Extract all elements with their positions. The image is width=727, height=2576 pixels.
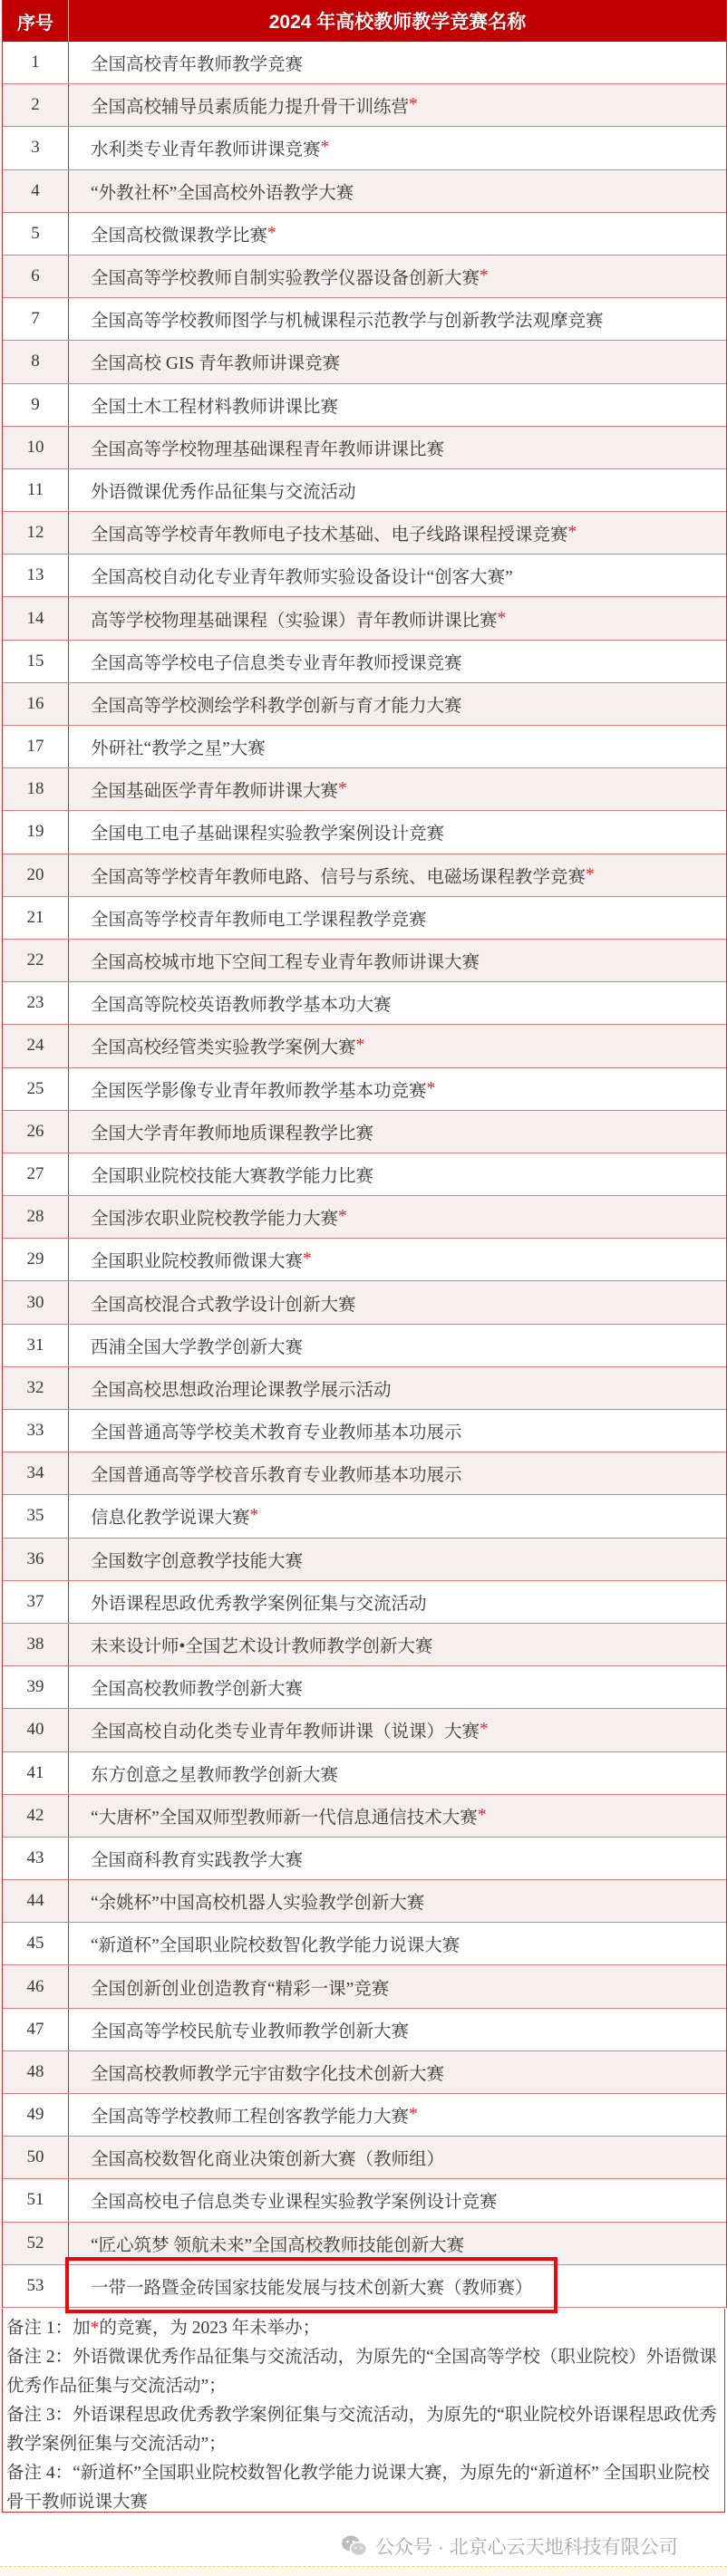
competition-name: 全国高校教师教学创新大赛 [91,1680,304,1700]
not-held-marker: * [409,2105,418,2125]
row-name-cell [69,1325,726,1366]
competition-name: “匠心筑梦 领航未来”全国高校教师技能创新大赛 [91,2235,465,2255]
row-number: 23 [3,982,69,1024]
row-name-cell [69,1111,726,1153]
row-number: 42 [3,1795,69,1837]
not-held-marker: * [355,1036,365,1056]
row-number: 39 [3,1666,69,1708]
row-name-cell [69,2179,726,2221]
row-name-cell [69,1410,726,1452]
table-row [3,940,726,982]
row-number: 1 [3,42,69,83]
table-row [3,1795,726,1838]
table-row [3,1666,726,1709]
table-row [3,811,726,854]
row-name-cell [69,213,726,255]
table-row [3,1196,726,1239]
table-row [3,127,726,169]
competition-name: 全国职业院校技能大赛教学能力比赛 [91,1166,374,1186]
row-number: 17 [3,726,69,767]
row-name-cell [69,170,726,212]
competition-name: 全国商科教育实践教学大赛 [91,1850,304,1870]
row-name-cell [69,768,726,810]
row-number: 18 [3,768,69,810]
note-1 [6,2314,721,2343]
row-number: 14 [3,597,69,639]
table-row [3,2009,726,2051]
row-number: 33 [3,1410,69,1452]
row-name-cell [69,1367,726,1409]
competition-name: 全国普通高等学校音乐教育专业教师基本功展示 [91,1466,462,1486]
row-name-cell [69,1923,726,1964]
competition-name: 外研社“教学之星”大赛 [91,739,266,759]
watermark-text: 公众号 · 北京心云天地科技有限公司 [375,2537,678,2558]
row-number: 50 [3,2137,69,2178]
table-row [3,641,726,683]
row-name-cell [69,1196,726,1238]
row-name-cell [69,1281,726,1323]
competition-name: 全国高校思想政治理论课教学展示活动 [91,1380,392,1400]
competition-name: 未来设计师•全国艺术设计教师教学创新大赛 [91,1637,433,1657]
row-name-cell [69,2094,726,2136]
note-4: 备注 4：“新道杯”全国职业院校数智化教学能力说课大赛，为原先的“新道杯” 全国职业院校骨干教师说课大赛 [6,2464,710,2512]
table-row [3,1325,726,1367]
not-held-marker: * [477,1805,487,1825]
competition-name: “大唐杯”全国双师型教师新一代信息通信技术大赛 [91,1808,478,1828]
row-name-cell [69,512,726,554]
table-row [3,1452,726,1495]
competition-name: “余姚杯”中国高校机器人实验教学创新大赛 [91,1894,425,1914]
row-name-cell [69,940,726,981]
table-row [3,84,726,127]
table-row [3,384,726,427]
competition-name: 全国数字创意教学技能大赛 [91,1551,304,1571]
table-row [3,2094,726,2137]
row-name-cell [69,1624,726,1665]
row-number: 30 [3,1281,69,1323]
row-name-cell [69,1880,726,1922]
not-held-marker: * [586,864,595,884]
table-row [3,170,726,213]
competition-table [2,0,727,2308]
row-name-cell [69,127,726,169]
competition-name: 水利类专业青年教师讲课竞赛 [91,140,321,160]
competition-name: 全国高等院校英语教师教学基本功大赛 [91,996,392,1016]
row-name-cell [69,1068,726,1110]
competition-name: 全国高校自动化专业青年教师实验设备设计“创客大赛” [91,568,513,588]
row-name-cell [69,1025,726,1066]
row-name-cell [69,2137,726,2178]
row-name-cell [69,341,726,382]
row-name-cell [69,982,726,1024]
row-name-cell [69,427,726,468]
table-row [3,1281,726,1324]
row-name-cell [69,256,726,297]
competition-name: 全国电工电子基础课程实验教学案例设计竞赛 [91,825,445,844]
competition-name: “新道杯”全国职业院校数智化教学能力说课大赛 [91,1936,460,1956]
table-row [3,2179,726,2222]
competition-name: 全国土木工程材料教师讲课比赛 [91,397,339,417]
not-held-marker: * [497,608,507,628]
highlight-box [65,2257,557,2313]
competition-name: 东方创意之星教师教学创新大赛 [91,1765,339,1785]
table-row [3,1410,726,1452]
row-name-cell [69,2051,726,2093]
competition-name: 全国高校电子信息类专业课程实验教学案例设计竞赛 [91,2193,498,2213]
not-held-marker: * [480,266,489,286]
row-name-cell [69,1153,726,1195]
table-row [3,1624,726,1666]
table-row [3,2051,726,2094]
table-row [3,1025,726,1067]
not-held-marker: * [426,1078,436,1098]
footer-bar [0,2566,727,2576]
row-number: 7 [3,298,69,340]
note-3: 备注 3：外语课程思政优秀教学案例征集与交流活动，为原先的“职业院校外语课程思政优秀教学案例征集与交流活动”； [6,2406,717,2454]
competition-name: 全国高校微课教学比赛 [91,226,268,246]
table-row [3,469,726,512]
row-name-cell [69,1495,726,1537]
row-name-cell [69,298,726,340]
competition-name: 外语课程思政优秀教学案例征集与交流活动 [91,1594,427,1614]
table-row [3,597,726,640]
row-name-cell [69,1752,726,1794]
row-number: 47 [3,2009,69,2050]
note-1-star: * [90,2319,100,2338]
table-row [3,256,726,298]
not-held-marker: * [320,138,330,158]
row-number: 43 [3,1838,69,1879]
row-number: 31 [3,1325,69,1366]
row-number: 37 [3,1581,69,1623]
row-name-cell [69,1239,726,1280]
table-row [3,1153,726,1196]
table-row [3,298,726,341]
row-number: 46 [3,1965,69,2007]
row-number: 21 [3,897,69,939]
competition-name: 全国高校青年教师教学竞赛 [91,55,304,75]
row-number: 36 [3,1539,69,1580]
not-held-marker: * [338,1207,347,1227]
not-held-marker: * [480,1720,489,1740]
table-row [3,726,726,768]
competition-name: 信息化教学说课大赛 [91,1509,250,1529]
competition-name: 全国高等学校测绘学科教学创新与育才能力大赛 [91,696,462,716]
row-number: 15 [3,641,69,682]
table-row [3,2137,726,2179]
table-row [3,1495,726,1538]
competition-name: 全国高等学校青年教师电路、信号与系统、电磁场课程教学竞赛 [91,867,586,887]
competition-name: 全国高校教师教学元宇宙数字化技术创新大赛 [91,2064,445,2084]
row-name-cell [69,555,726,596]
competition-name: 全国高校 GIS 青年教师讲课竞赛 [91,354,341,374]
not-held-marker: * [303,1249,312,1269]
row-name-cell [69,726,726,767]
row-number: 12 [3,512,69,554]
table-row [3,1965,726,2008]
row-name-cell [69,597,726,639]
row-name-cell [69,1452,726,1494]
row-number: 44 [3,1880,69,1922]
competition-name: 外语微课优秀作品征集与交流活动 [91,482,356,502]
competition-name: 全国高校数智化商业决策创新大赛（教师组） [91,2150,445,2170]
row-number: 34 [3,1452,69,1494]
table-row [3,1581,726,1624]
row-number: 24 [3,1025,69,1066]
competition-name: 全国高等学校教师自制实验教学仪器设备创新大赛 [91,269,480,289]
competition-name: 一带一路暨金砖国家技能发展与技术创新大赛（教师赛） [91,2278,533,2298]
row-number: 52 [3,2223,69,2264]
row-number: 32 [3,1367,69,1409]
row-number: 22 [3,940,69,981]
row-number: 35 [3,1495,69,1537]
row-number: 9 [3,384,69,426]
row-number: 38 [3,1624,69,1665]
watermark [341,2533,678,2560]
row-name-cell [69,1539,726,1580]
row-number: 27 [3,1153,69,1195]
not-held-marker: * [409,95,418,115]
row-number: 53 [3,2265,69,2307]
note-1-prefix: 备注 1：加 [6,2319,91,2338]
row-name-cell [69,1965,726,2007]
competition-name: 全国职业院校教师微课大赛 [91,1252,304,1272]
header-title: 2024 年高校教师教学竞赛名称 [268,12,527,33]
row-name-cell [69,854,726,896]
row-number: 40 [3,1709,69,1751]
row-number: 48 [3,2051,69,2093]
row-name-cell [69,1795,726,1837]
table-header [3,0,726,42]
row-name-cell [69,2009,726,2050]
table-row [3,555,726,597]
competition-name: 全国高等学校教师工程创客教学能力大赛 [91,2108,410,2127]
table-row [3,768,726,811]
wechat-icon [341,2534,368,2558]
table-row [3,427,726,469]
competition-name: 全国涉农职业院校教学能力大赛 [91,1210,339,1230]
row-name-cell [69,1666,726,1708]
competition-name: 全国普通高等学校美术教育专业教师基本功展示 [91,1423,462,1443]
competition-name: 全国高校城市地下空间工程专业青年教师讲课大赛 [91,953,480,973]
competition-name: 全国高校混合式教学设计创新大赛 [91,1295,356,1315]
row-number: 45 [3,1923,69,1964]
table-body [3,42,726,2308]
table-row [3,1880,726,1923]
table-row [3,1838,726,1880]
competition-name: “外教社杯”全国高校外语教学大赛 [91,183,354,203]
row-number: 49 [3,2094,69,2136]
competition-name: 全国高等学校电子信息类专业青年教师授课竞赛 [91,653,462,673]
not-held-marker: * [567,523,577,543]
row-number: 13 [3,555,69,596]
competition-name: 全国创新创业创造教育“精彩一课”竞赛 [91,1979,390,1999]
notes [2,2309,725,2513]
competition-name: 全国高等学校青年教师电工学课程教学竞赛 [91,910,427,930]
row-number: 26 [3,1111,69,1153]
row-name-cell [69,811,726,853]
not-held-marker: * [338,779,347,799]
table-row [3,213,726,256]
row-name-cell [69,1581,726,1623]
table-row [3,1068,726,1111]
row-number: 19 [3,811,69,853]
table-row [3,341,726,383]
header-number: 序号 [3,0,69,42]
row-number: 8 [3,341,69,382]
row-name-cell [69,641,726,682]
competition-name: 全国高校自动化类专业青年教师讲课（说课）大赛 [91,1722,480,1742]
row-number: 25 [3,1068,69,1110]
competition-name: 全国高等学校物理基础课程青年教师讲课比赛 [91,439,445,459]
competition-name: 西浦全国大学教学创新大赛 [91,1337,304,1357]
row-number: 41 [3,1752,69,1794]
table-row [3,1923,726,1965]
table-row [3,512,726,555]
row-number: 10 [3,427,69,468]
row-name-cell [69,683,726,725]
competition-name: 全国高校经管类实验教学案例大赛 [91,1038,356,1058]
row-number: 29 [3,1239,69,1280]
competition-name: 全国基础医学青年教师讲课大赛 [91,782,339,802]
row-number: 2 [3,84,69,126]
table-row [3,1367,726,1410]
table-row [3,1539,726,1581]
table-row [3,1752,726,1795]
competition-name: 全国高等学校教师图学与机械课程示范教学与创新教学法观摩竞赛 [91,312,604,332]
row-number: 28 [3,1196,69,1238]
competition-name: 全国高等学校青年教师电子技术基础、电子线路课程授课竞赛 [91,526,568,545]
row-number: 5 [3,213,69,255]
table-row [3,42,726,84]
not-held-marker: * [267,223,276,243]
row-name-cell [69,84,726,126]
not-held-marker: * [249,1506,259,1526]
row-number: 4 [3,170,69,212]
competition-name: 高等学校物理基础课程（实验课）青年教师讲课比赛 [91,611,498,631]
row-number: 3 [3,127,69,169]
row-number: 51 [3,2179,69,2221]
row-name-cell [69,42,726,83]
competition-name: 全国医学影像专业青年教师教学基本功竞赛 [91,1081,427,1101]
table-row [3,1709,726,1751]
table-row [3,897,726,940]
row-name-cell [69,897,726,939]
row-name-cell [69,384,726,426]
row-number: 16 [3,683,69,725]
table-row [3,1239,726,1281]
row-number: 6 [3,256,69,297]
competition-name: 全国大学青年教师地质课程教学比赛 [91,1124,374,1143]
table-row [3,1111,726,1153]
table-row [3,683,726,726]
note-1-suffix: 的竞赛，为 2023 年未举办； [99,2319,321,2338]
table-row [3,854,726,897]
competition-name: 全国高等学校民航专业教师教学创新大赛 [91,2021,410,2041]
competition-name: 全国高校辅导员素质能力提升骨干训练营 [91,98,410,118]
row-number: 11 [3,469,69,511]
row-number: 20 [3,854,69,896]
row-name-cell [69,469,726,511]
row-name-cell [69,1838,726,1879]
table-row [3,982,726,1025]
row-name-cell [69,1709,726,1751]
note-2: 备注 2：外语微课优秀作品征集与交流活动，为原先的“全国高等学校（职业院校）外语微课优秀作品征集与交流活动”； [6,2348,717,2396]
